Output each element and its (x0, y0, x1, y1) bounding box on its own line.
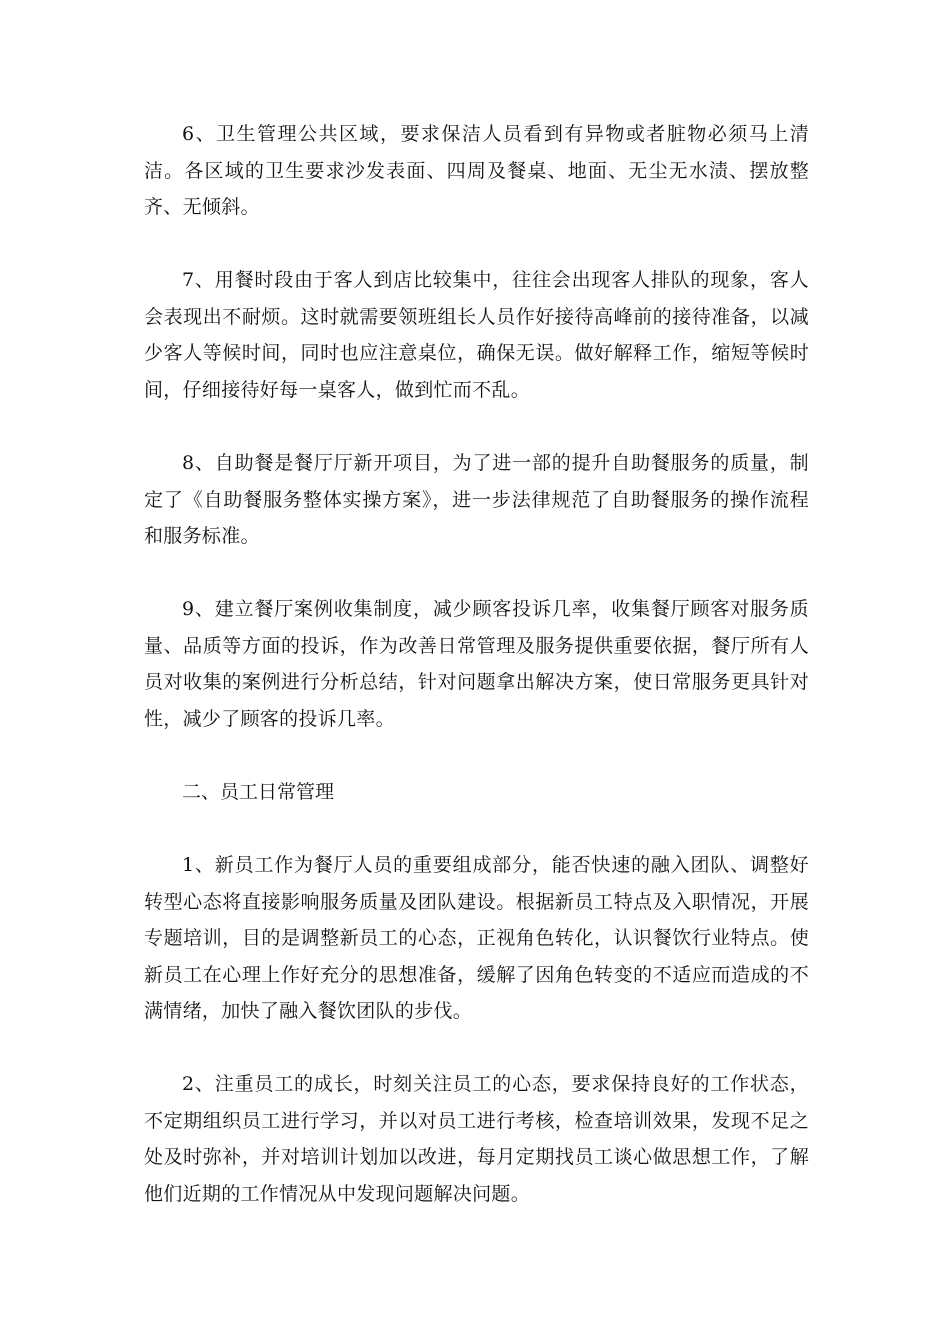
section-heading: 二、员工日常管理 (182, 781, 335, 803)
section-paragraph-2: 2、注重员工的成长，时刻关注员工的心态，要求保持良好的工作状态，不定期组织员工进行学习，并以对员工进行考核，检查培训效果，发现不足之处及时弥补，并对培训计划加以改进，每月定期找员工谈心做思想工作，了解他们近期的工作情况从中发现问题解决问题。 (144, 1073, 809, 1205)
section-paragraph-1: 1、新员工作为餐厅人员的重要组成部分，能否快速的融入团队、调整好转型心态将直接影响服务质量及团队建设。根据新员工特点及入职情况，开展专题培训，目的是调整新员工的心态，正视角色转化，认识餐饮行业特点。使新员工在心理上作好充分的思想准备，缓解了因角色转变的不适应而造成的不满情绪，加快了融入餐饮团队的步伐。 (144, 854, 809, 1022)
paragraph-7: 7、用餐时段由于客人到店比较集中，往往会出现客人排队的现象，客人会表现出不耐烦。这时就需要领班组长人员作好接待高峰前的接待准备，以减少客人等候时间，同时也应注意桌位，确保无误。做好解释工作，缩短等候时间，仔细接待好每一桌客人，做到忙而不乱。 (144, 269, 809, 401)
paragraph-8: 8、自助餐是餐厅厅新开项目，为了进一部的提升自助餐服务的质量，制定了《自助餐服务整体实操方案》，进一步法律规范了自助餐服务的操作流程和服务标准。 (144, 452, 809, 547)
paragraph-9: 9、建立餐厅案例收集制度，减少顾客投诉几率，收集餐厅顾客对服务质量、品质等方面的投诉，作为改善日常管理及服务提供重要依据，餐厅所有人员对收集的案例进行分析总结，针对问题拿出解决方案，使日常服务更具针对性，减少了顾客的投诉几率。 (144, 598, 809, 730)
paragraph-6: 6、卫生管理公共区域，要求保洁人员看到有异物或者脏物必须马上清洁。各区域的卫生要求沙发表面、四周及餐桌、地面、无尘无水渍、摆放整齐、无倾斜。 (144, 123, 809, 218)
